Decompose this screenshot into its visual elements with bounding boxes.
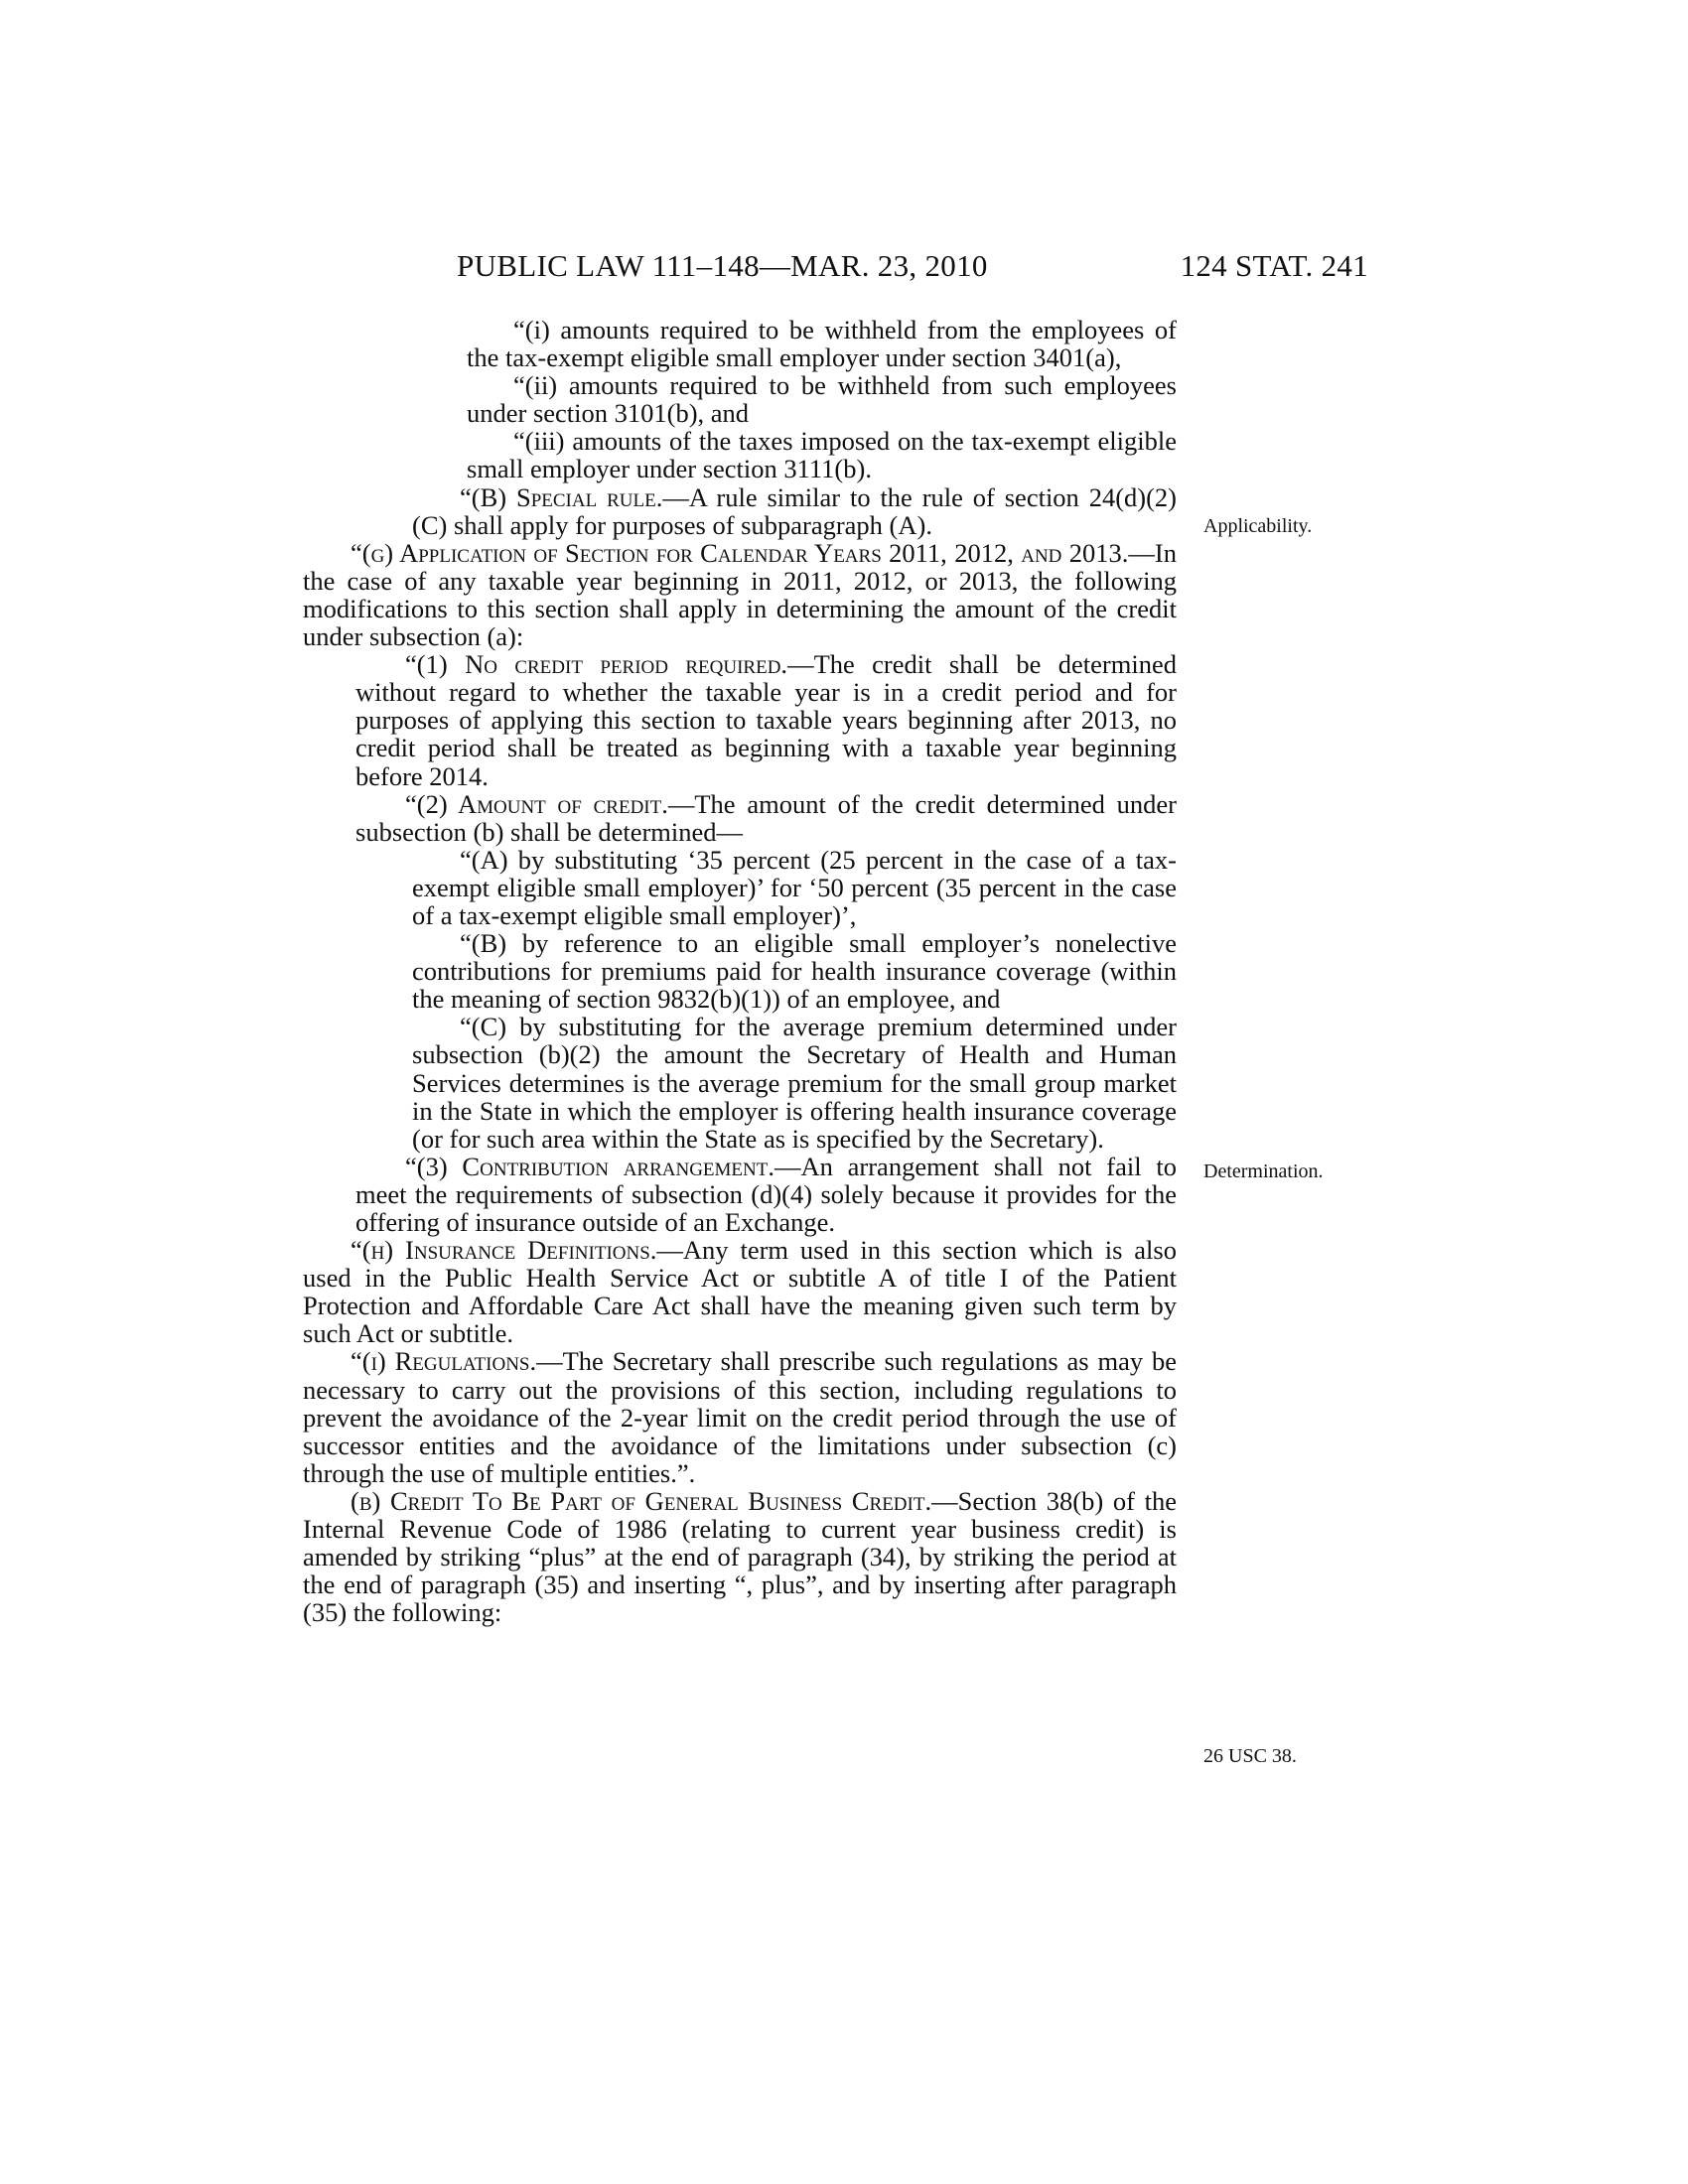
header-title: PUBLIC LAW 111–148—MAR. 23, 2010 xyxy=(457,248,988,283)
margin-note-applicability: Applicability. xyxy=(1203,515,1313,537)
paragraph-3 xyxy=(355,1153,1177,1236)
page-header xyxy=(457,248,1368,292)
clause-ii: “(ii) amounts required to be withheld from such employees under section 3101(b), and xyxy=(467,370,1177,429)
subsection-g-text: —In the case of any taxable year beginning in 2011, 2012, or 2013, the following modifications to this section shall apply in determining the amount of the credit under subsection (a): xyxy=(303,537,1177,652)
subparagraph-B xyxy=(412,483,1177,539)
subsection-i xyxy=(303,1347,1177,1486)
margin-note-determination: Determination. xyxy=(1203,1160,1324,1182)
subsection-h xyxy=(303,1236,1177,1347)
paragraph-1-text: —The credit shall be determined without regard to whether the taxable year is in a credit period and for purposes of applying this section to taxable years beginning after 2013, no credit period shall be treated as beginning with a taxable year beginning before 2014. xyxy=(355,649,1177,791)
paragraph-3-heading: “(3) Contribution arrangement. xyxy=(405,1151,774,1181)
paragraph-2A: “(A) by substituting ‘35 percent (25 percent in the case of a tax-exempt eligible small employer)’ for ‘50 percent (35 percent in the case of a tax-exempt eligible small employer)’, xyxy=(412,844,1177,930)
paragraph-2-text: —The amount of the credit determined under subsection (b) shall be determined— xyxy=(355,788,1177,847)
document-body xyxy=(303,316,1177,1626)
clause-iii: “(iii) amounts of the taxes imposed on the tax-exempt eligible small employer under section 3111(b). xyxy=(467,426,1177,484)
subparagraph-B-text: —A rule similar to the rule of section 24(d)(2)(C) shall apply for purposes of subparagraph (A). xyxy=(412,481,1177,540)
paragraph-2C: “(C) by substituting for the average premium determined under subsection (b)(2) the amount the Secretary of Health and Human Services determines is the average premium for the small group market in the State in which the employer is offering health insurance coverage (or for such area within the State as is specified by the Secretary). xyxy=(412,1012,1177,1154)
subparagraph-B-heading: “(B) Special rule. xyxy=(460,481,663,512)
subsection-h-text: —Any term used in this section which is also used in the Public Health Service Act or subtitle A of title I of the Patient Protection and Affordable Care Act shall have the meaning given such term by such Act or subtitle. xyxy=(303,1235,1177,1349)
subsection-g-heading: “(g) Application of Section for Calendar Years 2011, 2012, and 2013. xyxy=(351,537,1129,568)
section-b-heading: (b) Credit To Be Part of General Business Credit. xyxy=(351,1485,932,1516)
section-b-text: —Section 38(b) of the Internal Revenue Code of 1986 (relating to current year business credit) is amended by striking “plus” at the end of paragraph (34), by striking the period at the end of paragraph (35) and inserting “, plus”, and by inserting after paragraph (35) the following: xyxy=(303,1485,1177,1628)
paragraph-1 xyxy=(355,650,1177,789)
subsection-i-text: —The Secretary shall prescribe such regulations as may be necessary to carry out the provisions of this section, including regulations to prevent the avoidance of the 2-year limit on the credit period through the use of successor entities and the avoidance of the limitations under subsection (c) through the use of multiple entities.”. xyxy=(303,1346,1177,1488)
margin-note-usc: 26 USC 38. xyxy=(1203,1745,1297,1767)
subsection-i-heading: “(i) Regulations. xyxy=(351,1346,537,1377)
paragraph-3-text: —An arrangement shall not fail to meet the requirements of subsection (d)(4) solely because it provides for the offering of insurance outside of an Exchange. xyxy=(355,1151,1177,1237)
paragraph-2B: “(B) by reference to an eligible small employer’s nonelective contributions for premiums paid for health insurance coverage (within the meaning of section 9832(b)(1)) of an employee, and xyxy=(412,928,1177,1015)
paragraph-1-heading: “(1) No credit period required. xyxy=(405,649,788,680)
clause-i: “(i) amounts required to be withheld from the employees of the tax-exempt eligible small employer under section 3401(a), xyxy=(467,315,1177,373)
section-b xyxy=(303,1487,1177,1626)
paragraph-2 xyxy=(355,790,1177,846)
subsection-g xyxy=(303,539,1177,650)
header-page-number: 124 STAT. 241 xyxy=(1180,248,1368,283)
subsection-h-heading: “(h) Insurance Definitions. xyxy=(351,1235,657,1266)
paragraph-2-heading: “(2) Amount of credit. xyxy=(405,788,668,819)
